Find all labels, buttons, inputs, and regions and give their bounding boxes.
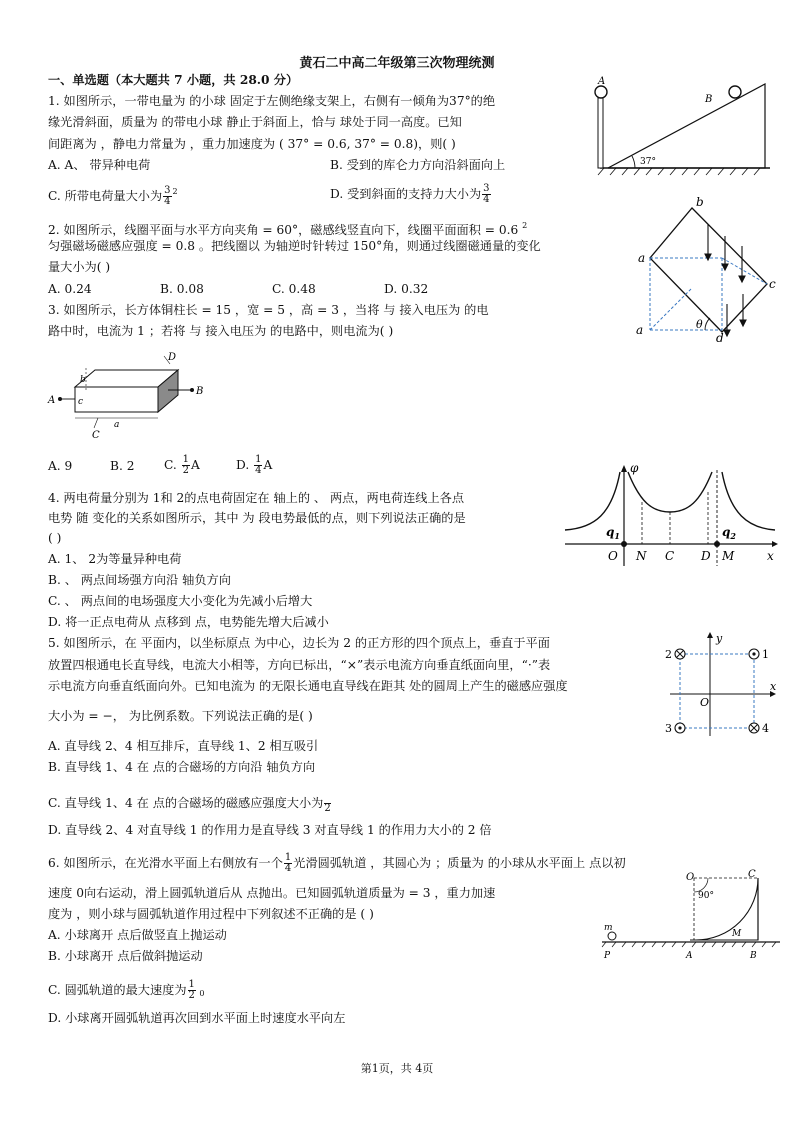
q6-label-angle: 90° (698, 891, 714, 901)
q2-label-theta: θ (696, 318, 703, 331)
q3-option-c (164, 455, 200, 476)
q2-line1 (48, 218, 527, 238)
q1-ball-b (729, 86, 741, 98)
q2-line3: 量大小为( ) (48, 260, 111, 274)
q5-option-b: B. 直导线 1、4 在 点的合磁场的方向沿 轴负方向 (48, 760, 316, 774)
q1-figure-incline (590, 78, 780, 178)
q6-label-m-small: m (604, 923, 613, 933)
q5-figure-wires (660, 632, 780, 742)
q6-label-b: B (750, 951, 757, 961)
q5-label-x: x (770, 680, 777, 693)
q1-option-d-text: D. 受到斜面的支持力大小为 (330, 187, 482, 201)
q4-label-m: M (722, 549, 735, 563)
q1-option-c-text: C. 所带电荷量大小为 (48, 189, 163, 203)
q1-line2: 缘光滑斜面，质量为 的带电小球 静止于斜面上，恰与 球处于同一高度。已知 (48, 115, 462, 129)
q1-option-d-fraction: $\frac{3}{4}$ (483, 183, 490, 205)
q5-line2: 放置四根通电长直导线，电流大小相等，方向已标出，“×”表示电流方向垂直纸面向里，“·”表 (48, 658, 551, 672)
q2-option-a: A. 0.24 (48, 282, 92, 296)
q6-label-c: C (748, 869, 756, 880)
page-footer: 第1页，共 4页 (360, 1062, 434, 1075)
q3-option-d-fraction: $\frac{1}{4}$ (255, 454, 262, 476)
q3-label-a-terminal: A (48, 395, 56, 406)
q6-figure-track (598, 870, 784, 962)
q4-label-o: O (608, 549, 618, 563)
q6-line1-rest: 光滑圆弧轨道 ，其圆心为 ；质量为 的小球从水平面上 点以初 (293, 856, 626, 870)
q5-line1: 5. 如图所示，在 平面内，以坐标原点 为中心，边长为 2 的正方形的四个顶点上，垂直于平面 (48, 636, 550, 650)
q4-option-a: A. 1、 2为等量异种电荷 (48, 552, 182, 566)
q5-label-o: O (700, 696, 710, 709)
q4-label-n: N (636, 549, 647, 563)
q3-label-width: b (80, 375, 86, 385)
q5-label-4: 4 (762, 722, 769, 735)
q1-option-c-fraction: $\frac{3}{4}$ (164, 185, 171, 207)
q4-label-q1: $q_1$ (606, 525, 620, 541)
q6-option-d: D. 小球离开圆弧轨道再次回到水平面上时速度水平向左 (48, 1011, 346, 1025)
q6-option-c-sub: 0 (196, 989, 205, 998)
q1-option-b: B. 受到的库仑力方向沿斜面向上 (330, 158, 506, 172)
q2-figure-coil (630, 196, 780, 346)
q4-label-c: C (665, 549, 675, 563)
q1-angle-label: 37° (640, 157, 656, 167)
q1-option-c-sup: 2 (172, 187, 178, 196)
q6-fraction: $\frac{1}{4}$ (284, 852, 292, 874)
q3-option-b: B. 2 (110, 459, 135, 473)
q1-option-d (330, 184, 492, 205)
q6-line2: 速度 0向右运动，滑上圆弧轨道后从 点抛出。已知圆弧轨道质量为 = 3 ，重力加速 (48, 886, 496, 900)
q5-line4: 大小为 = −， 为比例系数。下列说法正确的是( ) (48, 709, 313, 723)
q2-option-b: B. 0.08 (160, 282, 204, 296)
q2-line1-text: 2. 如图所示，线圈平面与水平方向夹角 = 60°，磁感线竖直向下，线圈平面面积 = 0.6 (48, 223, 523, 237)
q4-label-x: x (767, 549, 774, 563)
q3-option-a: A. 9 (48, 459, 73, 473)
q5-label-3: 3 (665, 722, 672, 735)
q2-label-d: d (716, 331, 724, 345)
q3-line2: 路中时，电流为 1 ；若将 与 接入电压为 的电路中，则电流为( ) (48, 324, 394, 338)
q4-option-b: B. 、 两点间场强方向沿 轴负方向 (48, 573, 231, 587)
q5-option-c (48, 793, 332, 814)
q5-label-1: 1 (762, 648, 769, 661)
q3-figure-cuboid (50, 352, 210, 442)
q3-label-length: a (114, 420, 120, 430)
q5-label-y: y (716, 632, 723, 645)
q2-label-b: b (696, 195, 704, 209)
q3-label-height: c (78, 397, 84, 407)
q1-line1: 1. 如图所示，一带电量为 的小球 固定于左侧绝缘支架上，右侧有一倾角为37°的绝 (48, 94, 496, 108)
q5-option-c-fraction: 2 (324, 793, 330, 814)
q5-option-d: D. 直导线 2、4 对直导线 1 的作用力是直导线 3 对直导线 1 的作用力大小的 2 倍 (48, 823, 492, 837)
q4-line1: 4. 两电荷量分别为 1和 2的点电荷固定在 轴上的 、 两点，两电荷连线上各点 (48, 491, 465, 505)
q6-option-a: A. 小球离开 点后做竖直上抛运动 (48, 928, 227, 942)
q4-line3: ( ) (48, 531, 62, 545)
q3-option-d-unit: A (263, 458, 273, 472)
q6-label-p: P (604, 951, 611, 961)
q6-label-m-large: M (732, 929, 742, 939)
q6-label-a: A (686, 951, 693, 961)
q6-option-c-text: C. 圆弧轨道的最大速度为 (48, 983, 187, 997)
q5-line3: 示电流方向垂直纸面向外。已知电流为 的无限长通电直导线在距其 处的圆周上产生的磁感应强度 (48, 679, 568, 693)
q3-option-c-fraction: $\frac{1}{2}$ (182, 454, 190, 476)
q6-option-b: B. 小球离开 点后做斜抛运动 (48, 949, 203, 963)
q1-label-b: B (705, 94, 713, 105)
exam-title: 黄石二中高二年级第三次物理统测 (299, 56, 495, 71)
q1-option-a: A. A、 带异种电荷 (48, 158, 151, 172)
q6-line3: 度为 ，则小球与圆弧轨道作用过程中下列叙述不正确的是 ( ) (48, 907, 374, 921)
q3-option-d (236, 455, 272, 476)
q6-option-c-fraction: $\frac{1}{2}$ (188, 979, 195, 1001)
q4-label-d: D (701, 549, 711, 563)
q1-label-a: A (598, 76, 606, 87)
q3-label-d-terminal: D (168, 352, 177, 363)
q1-option-c (48, 184, 178, 207)
q1-ball-a (595, 86, 607, 98)
q4-option-d: D. 将一正点电荷从 点移到 点，电势能先增大后减小 (48, 615, 329, 629)
q4-option-c: C. 、 两点间的电场强度大小变化为先减小后增大 (48, 594, 313, 608)
q5-option-a: A. 直导线 2、4 相互排斥，直导线 1、2 相互吸引 (48, 739, 319, 753)
q1-line3: 间距离为 ，静电力常量为 ，重力加速度为 ( 37° = 0.6, 37° = 0.8)，则( ) (48, 137, 456, 151)
q2-label-c: c (769, 277, 776, 291)
q2-line2: 匀强磁场磁感应强度 = 0.8 。把线圈以 为轴逆时针转过 150°角，则通过线圈磁通量的变化 (48, 239, 541, 253)
q6-label-o: O (686, 872, 695, 883)
q5-option-c-text: C. 直导线 1、4 在 点的合磁场的磁感应强度大小为 (48, 796, 324, 810)
q3-line1: 3. 如图所示，长方体铜柱长 = 15 ，宽 = 5 ，高 = 3 ，当将 与 接入电压为 的电 (48, 303, 489, 317)
q3-option-c-label: C. (164, 458, 177, 472)
q6-option-c (48, 980, 205, 1002)
q4-label-phi: φ (630, 461, 639, 475)
q4-label-q2: $q_2$ (722, 525, 736, 541)
q2-line1-sup: 2 (522, 221, 528, 230)
q3-option-c-unit: A (191, 458, 200, 472)
section-heading: 一、单选题（本大题共 7 小题，共 28.0 分） (48, 73, 299, 87)
q6-line1 (48, 853, 626, 874)
q2-option-c: C. 0.48 (272, 282, 316, 296)
q6-line1-text: 6. 如图所示，在光滑水平面上右侧放有一个 (48, 856, 283, 870)
q4-line2: 电势 随 变化的关系如图所示，其中 为 段电势最低的点，则下列说法正确的是 (48, 511, 466, 525)
q2-label-a2: a (636, 323, 644, 337)
q2-option-d: D. 0.32 (384, 282, 429, 296)
q4-figure-potential (560, 462, 782, 570)
q3-option-d-label: D. (236, 458, 250, 472)
q2-label-a: a (638, 251, 646, 265)
q5-label-2: 2 (665, 648, 672, 661)
q3-label-b-terminal: B (196, 386, 204, 397)
q3-label-c-terminal: C (92, 430, 100, 441)
